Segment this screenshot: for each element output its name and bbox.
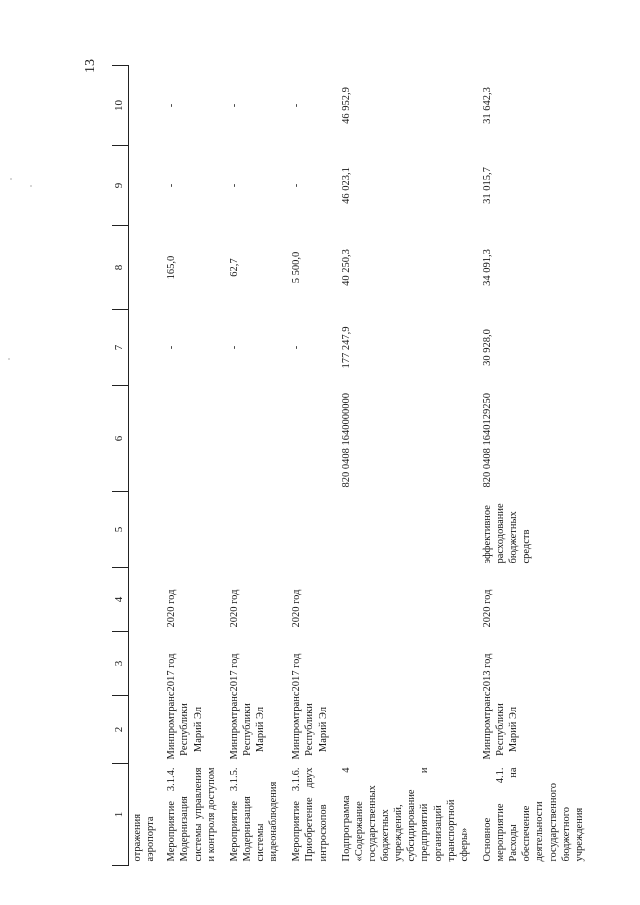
value-cell: - xyxy=(166,103,178,108)
rotated-budget-table xyxy=(112,66,627,866)
executor-cell xyxy=(336,696,477,764)
column-header: 3 xyxy=(112,632,129,696)
column-header: 8 xyxy=(112,226,129,310)
result-cell xyxy=(161,492,224,568)
start-year-cell: 2013 год xyxy=(481,653,493,692)
budget-code-cell xyxy=(224,386,287,492)
table-row xyxy=(161,66,224,866)
column-number-row xyxy=(112,66,129,866)
measure-name-cell: Мероприятие 3.1.6. Приобретение двух интроскопов xyxy=(291,767,329,862)
page-number: 13 xyxy=(83,59,98,73)
executor-cell: Минпромтранс Республики Марий Эл xyxy=(228,691,266,760)
result-cell xyxy=(336,492,477,568)
scan-speck xyxy=(8,358,10,360)
budget-code-cell: 820 0408 1640000000 xyxy=(340,393,352,488)
budget-code-cell xyxy=(161,386,224,492)
end-year-cell: 2020 год xyxy=(228,589,240,628)
value-cell: 46 952,9 xyxy=(340,87,352,124)
table-row xyxy=(336,66,477,866)
budget-code-cell xyxy=(286,386,335,492)
column-header: 4 xyxy=(112,568,129,632)
value-cell: 31 642,3 xyxy=(481,87,493,124)
table-row xyxy=(286,66,335,866)
table-row xyxy=(129,66,162,866)
scan-speck xyxy=(30,185,32,187)
budget-code-cell: 820 0408 1640129250 xyxy=(481,393,493,488)
start-year-cell xyxy=(336,632,477,696)
measure-name-cell: Основное мероприятие 4.1. Расходы на обеспечение деятельности государственного бюджетного учреждения xyxy=(481,767,585,862)
start-year-cell: 2017 год xyxy=(228,653,240,692)
continuation-text: отражения аэропорта xyxy=(132,813,157,862)
value-cell: - xyxy=(228,345,240,350)
column-header: 6 xyxy=(112,386,129,492)
scan-speck xyxy=(10,178,12,180)
measure-name-cell: Мероприятие 3.1.4. Модернизация системы управления и контроля доступом xyxy=(166,767,217,862)
value-cell: 40 250,3 xyxy=(340,249,352,286)
result-cell xyxy=(224,492,287,568)
value-cell: 34 091,3 xyxy=(481,249,493,286)
measure-name-cell: Мероприятие 3.1.5. Модернизация системы видеонаблюдения xyxy=(228,767,280,862)
start-year-cell: 2017 год xyxy=(291,653,303,692)
end-year-cell: 2020 год xyxy=(166,589,178,628)
column-header: 9 xyxy=(112,146,129,226)
value-cell: 62,7 xyxy=(228,258,240,277)
executor-cell: Минпромтранс Республики Марий Эл xyxy=(481,691,520,760)
value-cell: - xyxy=(291,103,303,108)
column-header: 1 xyxy=(112,764,129,866)
result-cell: эффективное расходование бюджетных средств xyxy=(481,503,533,564)
column-header: 10 xyxy=(112,66,129,146)
value-cell: 5 500,0 xyxy=(291,251,303,284)
value-cell: - xyxy=(291,183,303,188)
start-year-cell: 2017 год xyxy=(166,653,178,692)
end-year-cell: 2020 год xyxy=(481,589,493,628)
value-cell: 46 023,1 xyxy=(340,167,352,204)
end-year-cell xyxy=(336,568,477,632)
value-cell: 30 928,0 xyxy=(481,329,493,366)
column-header: 5 xyxy=(112,492,129,568)
value-cell: 177 247,9 xyxy=(340,326,352,369)
table-row xyxy=(224,66,287,866)
value-cell: - xyxy=(228,103,240,108)
table-row xyxy=(477,66,592,866)
end-year-cell: 2020 год xyxy=(291,589,303,628)
budget-table xyxy=(112,65,592,866)
column-header: 7 xyxy=(112,310,129,386)
value-cell: - xyxy=(291,345,303,350)
value-cell: 165,0 xyxy=(166,255,178,280)
value-cell: - xyxy=(166,345,178,350)
column-header: 2 xyxy=(112,696,129,764)
subprogram-name-cell: Подпрограмма 4 «Содержание государственных бюджетных учреждений, субсидирование предприятий и организаций транспортной сферы» xyxy=(340,767,470,862)
result-cell xyxy=(286,492,335,568)
value-cell: - xyxy=(166,183,178,188)
executor-cell: Минпромтранс Республики Марий Эл xyxy=(166,691,204,760)
executor-cell: Минпромтранс Республики Марий Эл xyxy=(291,691,329,760)
value-cell: - xyxy=(228,183,240,188)
value-cell: 31 015,7 xyxy=(481,167,493,204)
